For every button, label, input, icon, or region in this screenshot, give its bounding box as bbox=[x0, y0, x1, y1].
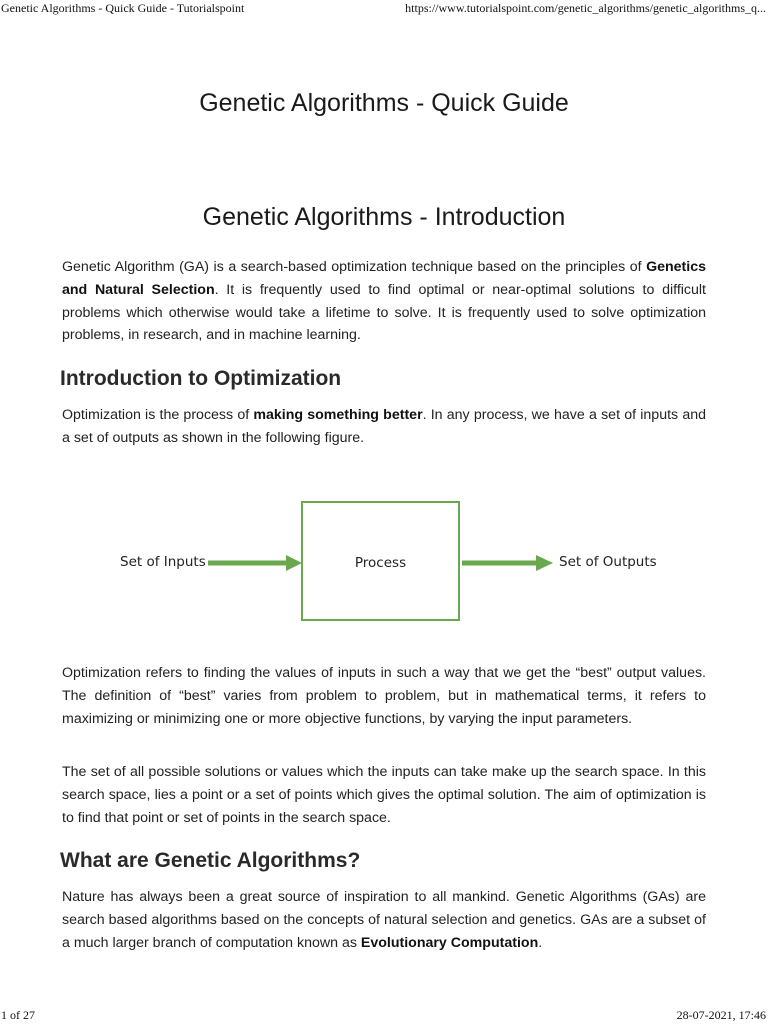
ga-text-2: . bbox=[538, 934, 543, 951]
figure-process-label: Process bbox=[354, 555, 407, 571]
intro-text-2: . It is frequently used to find optimal or near-optimal solutions to difficult problems which otherwise would take a lifetime to solve. It is frequently used to solve optimization problems, in research, and in machine learning. bbox=[62, 281, 707, 344]
section-title: Genetic Algorithms - Introduction bbox=[202, 203, 566, 231]
page-counter: 1 of 27 bbox=[1, 1008, 35, 1022]
intro-bold-term: Genetics and Natural Selection bbox=[62, 259, 706, 298]
what-are-ga-paragraph bbox=[62, 886, 706, 954]
optimization-paragraph-3: The set of all possible solutions or values which the inputs can take make up the search space. In this search space, lies a point or a set of points which gives the optimal solution. The aim of optimization is to find that point or set of points in the search space. bbox=[62, 764, 706, 826]
intro-text-1: Genetic Algorithm (GA) is a search-based optimization technique based on the principles of bbox=[62, 259, 647, 275]
process-box bbox=[301, 501, 460, 621]
input-arrow-head bbox=[286, 555, 302, 571]
optimization-paragraph-2: Optimization refers to finding the values of inputs in such a way that we get the “best” output values. The definition of “best” varies from problem to problem, but in mathematical terms, it refers to maximizing or minimizing one or more objective functions, by varying the input parameters. bbox=[62, 665, 706, 727]
ga-text-1: Nature has always been a great source of inspiration to all mankind. Genetic Algorithms (GAs) are search based algorithms based on the concepts of natural selection and genetics. GAs are a subset of a much larger branch of computation known as bbox=[62, 889, 706, 951]
print-header-title: Genetic Algorithms - Quick Guide - Tutorialspoint bbox=[1, 1, 245, 15]
optimization-heading: Introduction to Optimization bbox=[60, 367, 342, 390]
figure-output-label: Set of Outputs bbox=[559, 554, 657, 570]
print-header bbox=[0, 1, 768, 17]
output-arrow-head bbox=[536, 555, 553, 571]
ga-bold-term: Evolutionary Computation bbox=[360, 934, 539, 951]
print-footer bbox=[0, 1008, 768, 1024]
optimization-text-1: Optimization is the process of bbox=[62, 407, 254, 423]
what-are-ga-heading: What are Genetic Algorithms? bbox=[60, 849, 361, 872]
optimization-text-2: . In any process, we have a set of inputs and a set of outputs as shown in the following figure. bbox=[62, 407, 706, 446]
page-title: Genetic Algorithms - Quick Guide bbox=[199, 89, 569, 117]
print-timestamp: 28-07-2021, 17:46 bbox=[676, 1008, 766, 1022]
output-arrow-icon bbox=[462, 553, 554, 573]
optimization-bold-term: making something better bbox=[253, 407, 423, 423]
print-header-url[interactable]: https://www.tutorialspoint.com/genetic_algorithms/genetic_algorithms_q... bbox=[405, 1, 766, 15]
process-figure bbox=[100, 495, 680, 630]
optimization-paragraph-1 bbox=[62, 404, 706, 450]
intro-paragraph bbox=[62, 256, 706, 347]
input-arrow-icon bbox=[208, 553, 303, 573]
figure-input-label: Set of Inputs bbox=[120, 554, 206, 570]
